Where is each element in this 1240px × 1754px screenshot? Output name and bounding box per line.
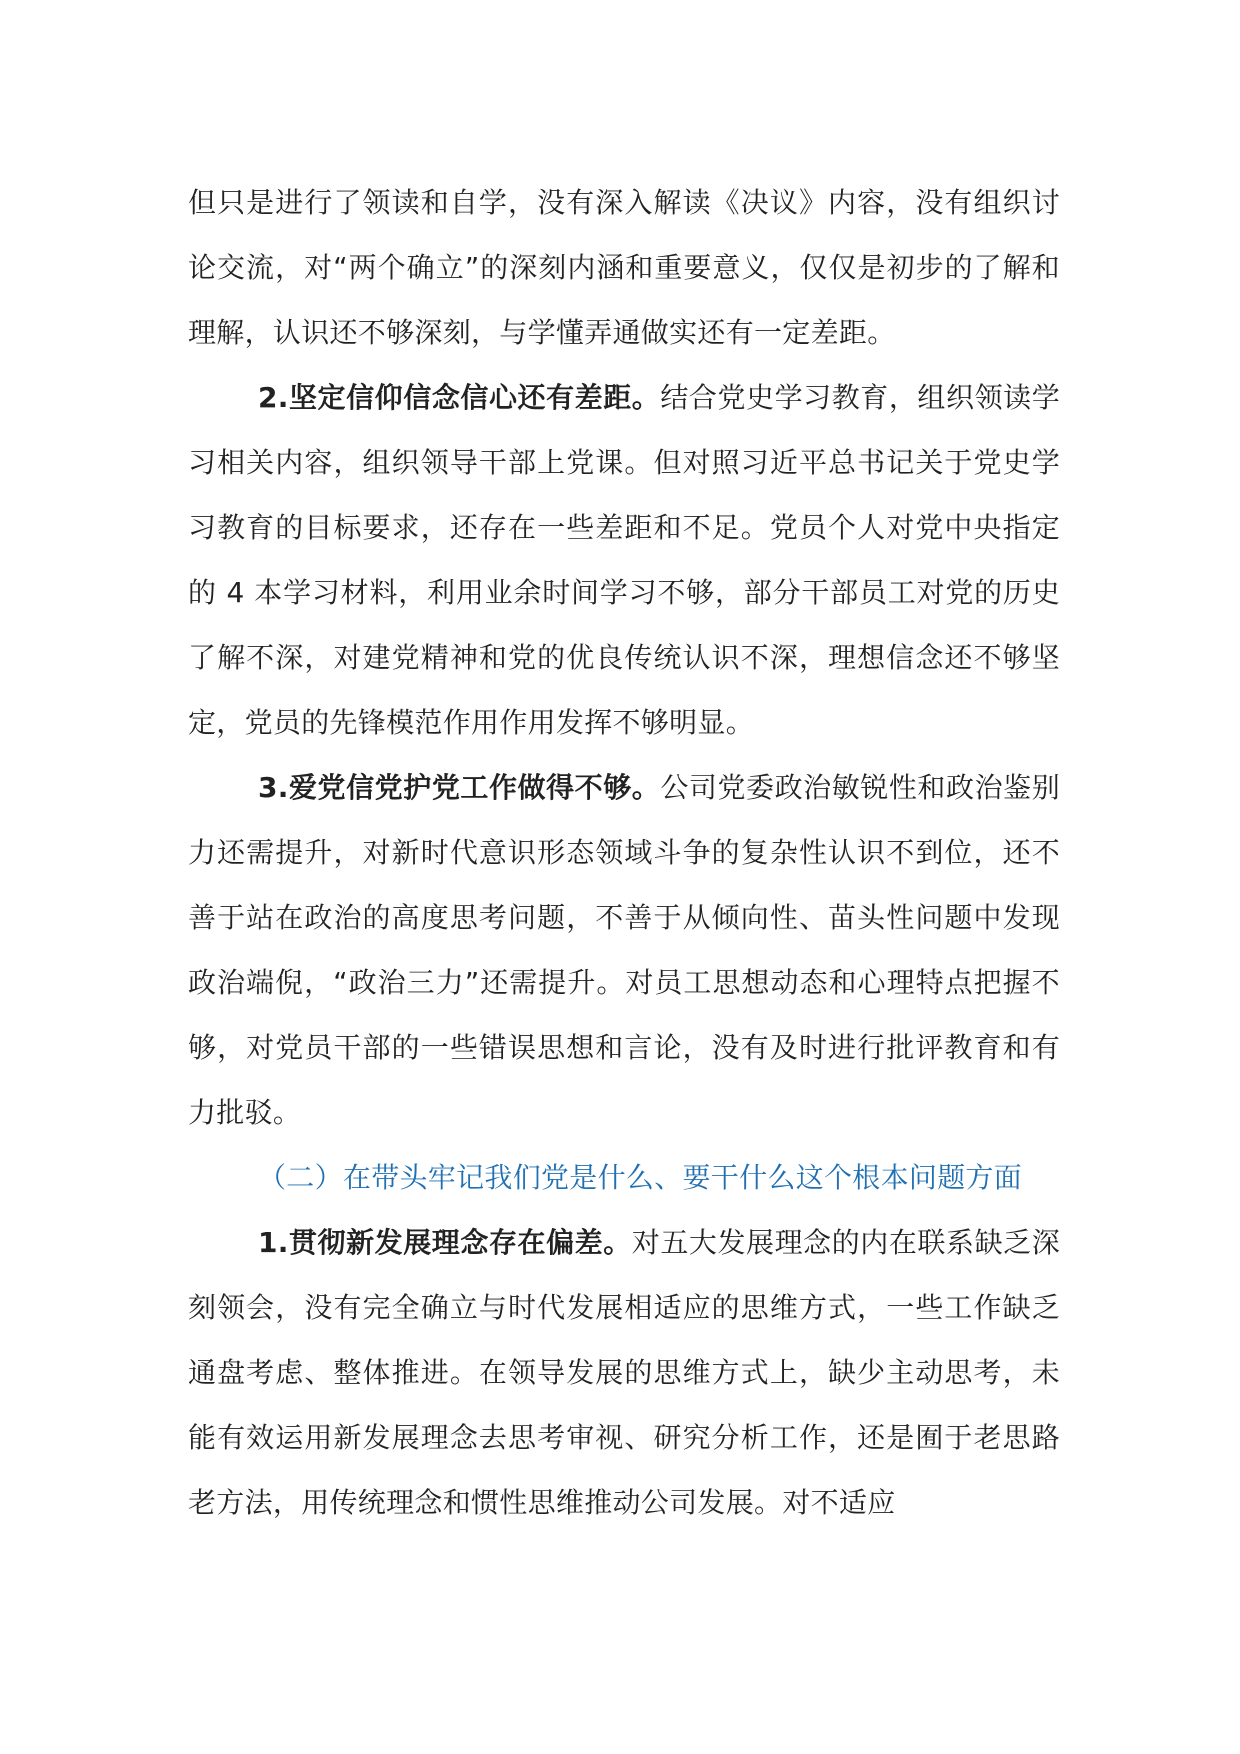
section-heading: （二）在带头牢记我们党是什么、要干什么这个根本问题方面 [258,1161,1023,1194]
document-body [188,170,1060,1535]
paragraph-text: 公司党委政治敏锐性和政治鉴别力还需提升，对新时代意识形态领域斗争的复杂性认识不到位，还不善于站在政治的高度思考问题，不善于从倾向性、苗头性问题中发现政治端倪，“政治三力”还需提升。对员工思想动态和心理特点把握不够，对党员干部的一些错误思想和言论，没有及时进行批评教育和有力批驳。 [188,771,1060,1129]
paragraph-lead: 1.贯彻新发展理念存在偏差。 [258,1226,632,1259]
paragraph-item-1 [188,1210,1060,1535]
paragraph-item-2 [188,365,1060,755]
paragraph-text: 对五大发展理念的内在联系缺乏深刻领会，没有完全确立与时代发展相适应的思维方式，一些工作缺乏通盘考虑、整体推进。在领导发展的思维方式上，缺少主动思考，未能有效运用新发展理念去思考审视、研究分析工作，还是囿于老思路老方法，用传统理念和惯性思维推动公司发展。对不适应 [188,1226,1060,1519]
paragraph-lead: 2.坚定信仰信念信心还有差距。 [258,381,661,414]
paragraph-item-3 [188,755,1060,1145]
paragraph-continuation [188,170,1060,365]
paragraph-text: 但只是进行了领读和自学，没有深入解读《决议》内容，没有组织讨论交流，对“两个确立”的深刻内涵和重要意义，仅仅是初步的了解和理解，认识还不够深刻，与学懂弄通做实还有一定差距。 [188,186,1060,349]
paragraph-text: 结合党史学习教育，组织领读学习相关内容，组织领导干部上党课。但对照习近平总书记关于党史学习教育的目标要求，还存在一些差距和不足。党员个人对党中央指定的 4 本学习材料，利用业余时间学习不够，部分干部员工对党的历史了解不深，对建党精神和党的优良传统认识不深，理想信念还不够坚定，党员的先锋模范作用作用发挥不够明显。 [188,381,1060,739]
paragraph-lead: 3.爱党信党护党工作做得不够。 [258,771,661,804]
